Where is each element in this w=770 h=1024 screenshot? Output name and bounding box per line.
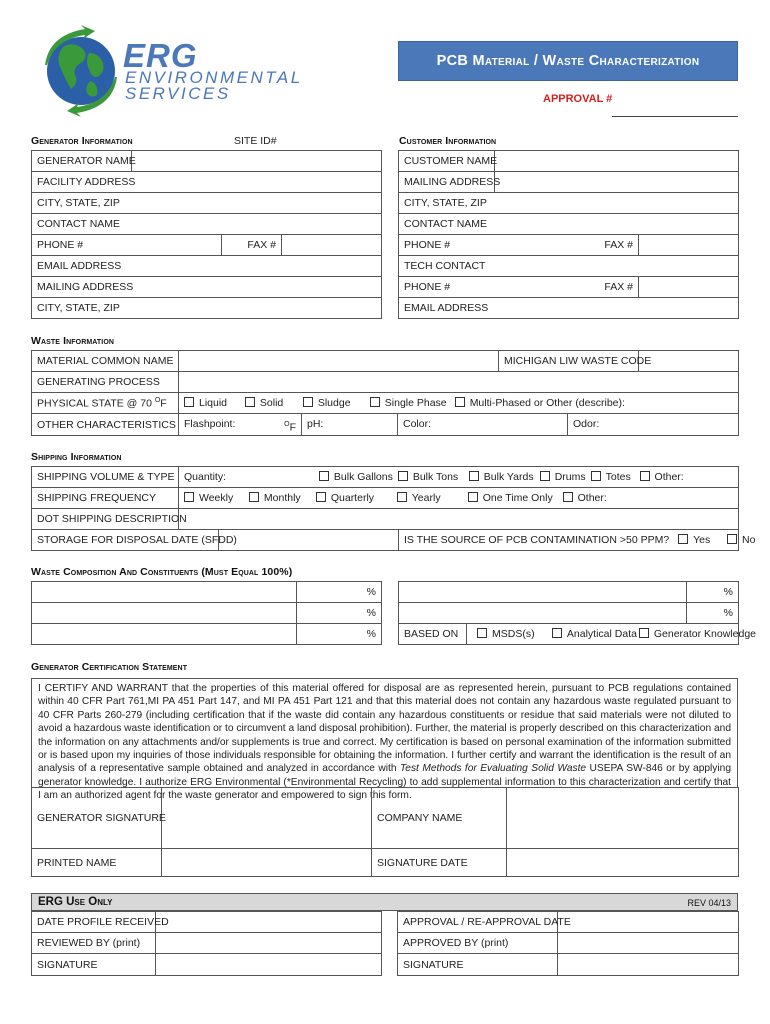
printed-name-field[interactable] bbox=[162, 849, 372, 877]
single-phase-checkbox[interactable] bbox=[370, 397, 380, 407]
customer-contact-label[interactable]: CONTACT NAME bbox=[399, 214, 739, 235]
site-id-label: SITE ID# bbox=[234, 135, 277, 147]
single-phase-label: Single Phase bbox=[384, 397, 447, 409]
generator-signature-label: GENERATOR SIGNATURE bbox=[32, 788, 162, 849]
color-field[interactable] bbox=[398, 414, 568, 435]
generator-city2-label[interactable]: CITY, STATE, ZIP bbox=[32, 298, 382, 319]
msds-checkbox[interactable] bbox=[477, 628, 487, 638]
form-title: PCB Material / Waste Characterization bbox=[398, 41, 738, 81]
waste-section-title: Waste Information bbox=[31, 335, 115, 347]
constituent-percent-field[interactable]: % bbox=[687, 603, 739, 624]
physical-state-options bbox=[179, 393, 739, 414]
sludge-label: Sludge bbox=[317, 397, 351, 409]
analytical-label: Analytical Data bbox=[566, 628, 637, 640]
certification-text-italic: Test Methods for Evaluating Solid Waste bbox=[400, 763, 587, 775]
gen-knowledge-label: Generator Knowledge bbox=[653, 628, 756, 640]
bulk-gallons-checkbox[interactable] bbox=[319, 471, 329, 481]
drums-checkbox[interactable] bbox=[540, 471, 550, 481]
approval-number-field[interactable] bbox=[612, 116, 738, 117]
erg-signature-label: SIGNATURE bbox=[32, 954, 156, 976]
liquid-option[interactable] bbox=[184, 397, 242, 409]
quantity-field[interactable] bbox=[184, 471, 316, 483]
gen-knowledge-checkbox[interactable] bbox=[639, 628, 649, 638]
odor-field[interactable] bbox=[568, 414, 738, 435]
monthly-label: Monthly bbox=[263, 492, 301, 504]
erg-spacer bbox=[382, 933, 398, 954]
flash-unit-f: F bbox=[289, 421, 296, 434]
liquid-checkbox[interactable] bbox=[184, 397, 194, 407]
bulk-yards-checkbox[interactable] bbox=[469, 471, 479, 481]
logo bbox=[35, 25, 335, 115]
customer-mailing-field[interactable] bbox=[495, 172, 739, 193]
tech-contact-label[interactable]: TECH CONTACT bbox=[399, 256, 739, 277]
drums-label: Drums bbox=[554, 471, 586, 483]
pcb-no-checkbox[interactable] bbox=[727, 534, 737, 544]
customer-section-title: Customer Information bbox=[399, 135, 497, 147]
totes-option[interactable] bbox=[591, 471, 637, 483]
composition-left-table bbox=[31, 581, 382, 645]
multi-phase-checkbox[interactable] bbox=[455, 397, 465, 407]
erg-signature-field[interactable] bbox=[156, 954, 382, 976]
drums-option[interactable] bbox=[540, 471, 588, 483]
sludge-checkbox[interactable] bbox=[303, 397, 313, 407]
constituent-percent-field[interactable]: % bbox=[297, 624, 382, 645]
pcb-yes-label: Yes bbox=[693, 534, 711, 546]
multi-phase-option[interactable] bbox=[455, 397, 625, 409]
approval-date-field[interactable] bbox=[558, 912, 739, 933]
approval-label: APPROVAL # bbox=[543, 93, 613, 105]
bulk-yards-option[interactable] bbox=[469, 471, 537, 483]
based-on-options bbox=[467, 624, 756, 645]
approved-by-field[interactable] bbox=[558, 933, 739, 954]
flash-degree-o: O bbox=[284, 421, 290, 428]
approved-by-label: APPROVED BY (print) bbox=[398, 933, 558, 954]
generator-city-label[interactable]: CITY, STATE, ZIP bbox=[32, 193, 382, 214]
degree-o: O bbox=[154, 396, 161, 404]
generator-section-title: Generator Information bbox=[31, 135, 133, 147]
pcb-source-question: IS THE SOURCE OF PCB CONTAMINATION >50 PPM? bbox=[404, 534, 670, 546]
bulk-tons-option[interactable] bbox=[398, 471, 466, 483]
company-name-label: COMPANY NAME bbox=[372, 788, 507, 849]
msds-label: MSDS(s) bbox=[492, 628, 535, 640]
solid-option[interactable] bbox=[245, 397, 300, 409]
logo-erg-text: ERG bbox=[123, 37, 198, 74]
constituent-name-field[interactable] bbox=[32, 624, 297, 645]
analytical-checkbox[interactable] bbox=[552, 628, 562, 638]
generator-phone-label[interactable]: PHONE # bbox=[32, 235, 222, 256]
weekly-checkbox[interactable] bbox=[184, 492, 194, 502]
composition-right-table bbox=[398, 581, 756, 645]
customer-name-field[interactable] bbox=[495, 151, 739, 172]
bulk-gallons-label: Bulk Gallons bbox=[333, 471, 393, 483]
generator-fax-field[interactable] bbox=[282, 235, 382, 256]
color-label: Color: bbox=[403, 418, 432, 430]
pcb-yes-option[interactable] bbox=[678, 534, 724, 546]
customer-name-label: CUSTOMER NAME bbox=[399, 151, 495, 172]
dot-description-label: DOT SHIPPING DESCRIPTION bbox=[32, 509, 179, 530]
rev-label: REV 04/13 bbox=[687, 898, 731, 908]
generator-mailing-label[interactable]: MAILING ADDRESS bbox=[32, 277, 382, 298]
bulk-tons-label: Bulk Tons bbox=[412, 471, 459, 483]
generator-name-label: GENERATOR NAME bbox=[32, 151, 132, 172]
generator-table bbox=[31, 150, 382, 319]
sludge-option[interactable] bbox=[303, 397, 367, 409]
other-characteristics-label: OTHER CHARACTERISTICS bbox=[32, 414, 179, 436]
customer-fax2-field[interactable] bbox=[639, 277, 739, 298]
facility-address-label[interactable]: FACILITY ADDRESS bbox=[32, 172, 382, 193]
volume-type-label: SHIPPING VOLUME & TYPE bbox=[32, 467, 179, 488]
monthly-checkbox[interactable] bbox=[249, 492, 259, 502]
flashpoint-field[interactable] bbox=[179, 414, 302, 435]
frequency-other-option[interactable] bbox=[563, 492, 607, 504]
gen-knowledge-option[interactable] bbox=[639, 628, 756, 640]
date-profile-field[interactable] bbox=[156, 912, 382, 933]
customer-fax2-text: FAX # bbox=[604, 281, 633, 293]
frequency-other-checkbox[interactable] bbox=[563, 492, 573, 502]
material-name-field[interactable] bbox=[179, 351, 499, 372]
logo-services-text: SERVICES bbox=[125, 84, 231, 103]
one-time-checkbox[interactable] bbox=[468, 492, 478, 502]
yearly-option[interactable] bbox=[397, 492, 465, 504]
reviewed-by-field[interactable] bbox=[156, 933, 382, 954]
solid-label: Solid bbox=[259, 397, 284, 409]
printed-name-label: PRINTED NAME bbox=[32, 849, 162, 877]
sfdd-field[interactable] bbox=[219, 530, 399, 551]
bulk-tons-checkbox[interactable] bbox=[398, 471, 408, 481]
customer-phone-text: PHONE # bbox=[404, 239, 451, 251]
erg-use-header bbox=[31, 893, 738, 911]
generator-email-label[interactable]: EMAIL ADDRESS bbox=[32, 256, 382, 277]
signature-table bbox=[31, 787, 739, 877]
customer-city-label[interactable]: CITY, STATE, ZIP bbox=[399, 193, 739, 214]
frequency-other-label: Other: bbox=[577, 492, 607, 504]
ph-label: pH: bbox=[307, 418, 324, 430]
analytical-option[interactable] bbox=[552, 628, 636, 640]
pcb-source-row bbox=[399, 530, 756, 551]
constituent-name-field[interactable] bbox=[32, 603, 297, 624]
physical-state-text: PHYSICAL STATE @ 70 bbox=[37, 397, 152, 410]
material-name-label: MATERIAL COMMON NAME bbox=[32, 351, 179, 372]
generating-process-field[interactable] bbox=[179, 372, 739, 393]
composition-section-title: Waste Composition And Constituents (Must Equal 100%) bbox=[31, 566, 293, 578]
customer-phone-label[interactable] bbox=[399, 235, 639, 256]
bulk-gallons-option[interactable] bbox=[319, 471, 395, 483]
yearly-checkbox[interactable] bbox=[397, 492, 407, 502]
liquid-label: Liquid bbox=[199, 397, 228, 409]
physical-state-label bbox=[32, 393, 179, 414]
company-name-field[interactable] bbox=[507, 788, 739, 849]
michigan-code-field[interactable] bbox=[639, 351, 739, 372]
msds-option[interactable] bbox=[477, 628, 549, 640]
quarterly-checkbox[interactable] bbox=[316, 492, 326, 502]
weekly-option[interactable] bbox=[184, 492, 246, 504]
erg-signature2-field[interactable] bbox=[558, 954, 739, 976]
other-option[interactable] bbox=[640, 471, 684, 483]
quarterly-option[interactable] bbox=[316, 492, 394, 504]
approval-date-label: APPROVAL / RE-APPROVAL DATE bbox=[398, 912, 558, 933]
signature-date-label: SIGNATURE DATE bbox=[372, 849, 507, 877]
multi-phase-label: Multi-Phased or Other (describe): bbox=[469, 397, 625, 409]
date-profile-label: DATE PROFILE RECEIVED bbox=[32, 912, 156, 933]
certification-text-1: I CERTIFY AND WARRANT that the properties of this material offered for disposal are as represented herein, pursuant to PCB regulations contained within 40 CFR Part 761,MI PA 451 Part 147, and MI PA 451 Part 121 and that this material does not contain any hazardous waste regulated pursuant to 40 CFR Parts 260-279 (including certification that if the waste did contain any hazardous constituents or residue that said materials were not diluted to avoid a hazardous waste identification or to circumvent a land disposal prohibition). Further, the material is properly described on this characterization and the information on any attachments and/or supplements is true and correct. My certification is based on personal examination of the information submitted or is based upon my inquiries of those individuals responsible for obtaining the information. I further certify and warrant the identification is the result of an analysis of a representative sample obtained and analyzed in accordance with bbox=[38, 683, 731, 775]
odor-label: Odor: bbox=[573, 418, 600, 430]
customer-email-label[interactable]: EMAIL ADDRESS bbox=[399, 298, 739, 319]
quantity-label: Quantity: bbox=[184, 471, 227, 483]
one-time-label: One Time Only bbox=[482, 492, 553, 504]
totes-label: Totes bbox=[605, 471, 631, 483]
erg-use-table bbox=[31, 911, 739, 976]
frequency-row bbox=[179, 488, 739, 509]
certification-text bbox=[31, 678, 738, 802]
reviewed-by-label: REVIEWED BY (print) bbox=[32, 933, 156, 954]
shipping-section-title: Shipping Information bbox=[31, 451, 122, 463]
physical-state-unit: F bbox=[160, 397, 167, 410]
sfdd-label: STORAGE FOR DISPOSAL DATE (SFDD) bbox=[32, 530, 219, 551]
pcb-yes-checkbox[interactable] bbox=[678, 534, 688, 544]
generator-name-field[interactable] bbox=[132, 151, 382, 172]
quarterly-label: Quarterly bbox=[330, 492, 375, 504]
customer-fax-field[interactable] bbox=[639, 235, 739, 256]
pcb-no-label: No bbox=[742, 534, 756, 546]
certification-section-title: Generator Certification Statement bbox=[31, 661, 188, 673]
constituent-percent-field[interactable]: % bbox=[687, 582, 739, 603]
customer-phone2-label[interactable] bbox=[399, 277, 639, 298]
other-checkbox[interactable] bbox=[640, 471, 650, 481]
erg-signature2-label: SIGNATURE bbox=[398, 954, 558, 976]
constituent-name-field[interactable] bbox=[399, 582, 687, 603]
constituent-percent-field[interactable]: % bbox=[297, 603, 382, 624]
generator-signature-field[interactable] bbox=[162, 788, 372, 849]
generating-process-label: GENERATING PROCESS bbox=[32, 372, 179, 393]
single-phase-option[interactable] bbox=[370, 397, 452, 409]
signature-date-field[interactable] bbox=[507, 849, 739, 877]
certification-text-2: USEPA SW-846 or by applying generator knowledge. I authorize ERG Environmental (*Environmental Recycling) to add supplemental information to this characterization and certify that I am an authorized agent for the waste generator and empowered to sign this form. bbox=[38, 763, 731, 802]
weekly-label: Weekly bbox=[199, 492, 234, 504]
constituent-percent-field[interactable]: % bbox=[297, 582, 382, 603]
yearly-label: Yearly bbox=[411, 492, 441, 504]
customer-phone2-text: PHONE # bbox=[404, 281, 451, 293]
customer-table bbox=[398, 150, 739, 319]
erg-spacer bbox=[382, 954, 398, 976]
ph-field[interactable] bbox=[302, 414, 398, 435]
constituent-name-field[interactable] bbox=[399, 603, 687, 624]
customer-mailing-label: MAILING ADDRESS bbox=[399, 172, 495, 193]
one-time-option[interactable] bbox=[468, 492, 560, 504]
globe-icon bbox=[35, 25, 127, 115]
dot-description-field[interactable] bbox=[179, 509, 739, 530]
solid-checkbox[interactable] bbox=[245, 397, 255, 407]
totes-checkbox[interactable] bbox=[591, 471, 601, 481]
constituent-name-field[interactable] bbox=[32, 582, 297, 603]
bulk-yards-label: Bulk Yards bbox=[483, 471, 534, 483]
based-on-label: BASED ON bbox=[399, 624, 467, 645]
generator-fax-label: FAX # bbox=[222, 235, 282, 256]
pcb-no-option[interactable] bbox=[727, 534, 755, 546]
monthly-option[interactable] bbox=[249, 492, 313, 504]
erg-use-title: ERG Use Only bbox=[38, 896, 113, 908]
frequency-label: SHIPPING FREQUENCY bbox=[32, 488, 179, 509]
customer-fax-text: FAX # bbox=[604, 239, 633, 251]
waste-table bbox=[31, 350, 739, 436]
michigan-code-label: MICHIGAN LIW WASTE CODE bbox=[499, 351, 639, 372]
generator-contact-label[interactable]: CONTACT NAME bbox=[32, 214, 382, 235]
erg-spacer bbox=[382, 912, 398, 933]
other-characteristics-row bbox=[179, 414, 739, 436]
volume-type-row bbox=[179, 467, 739, 488]
other-label: Other: bbox=[654, 471, 684, 483]
logo-environmental-text: ENVIRONMENTAL bbox=[125, 68, 303, 87]
shipping-table bbox=[31, 466, 756, 551]
flashpoint-label: Flashpoint: bbox=[184, 418, 236, 430]
